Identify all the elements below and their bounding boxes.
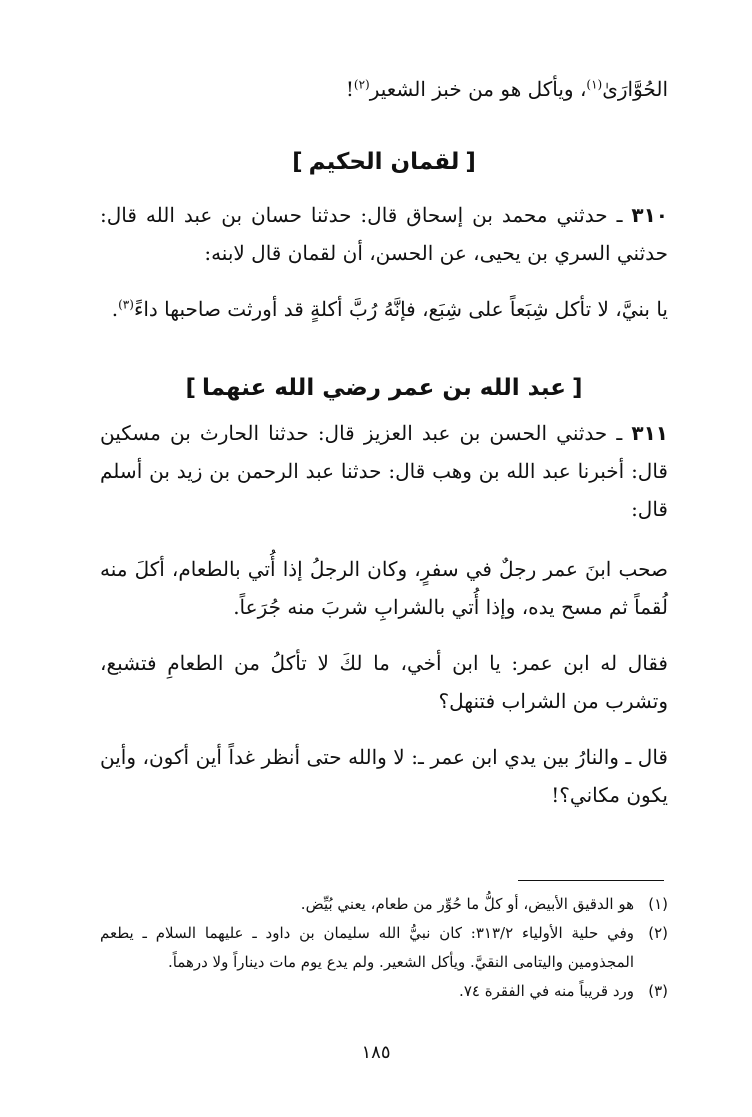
page-number: ١٨٥ bbox=[361, 1042, 391, 1063]
footnote-marker-1[interactable]: (١) bbox=[586, 77, 603, 92]
footnote-1 bbox=[100, 890, 668, 919]
footnote-number: (٣) bbox=[648, 982, 668, 1000]
top-continuation-line bbox=[100, 70, 668, 108]
footnote-number: (١) bbox=[648, 895, 668, 913]
hadith-311-paragraph-3: قال ـ والنارُ بين يدي ابن عمر ـ: لا والله حتى أنظر غداً أين أكون، وأين يكون مكاني؟! bbox=[100, 745, 668, 807]
footnotes bbox=[100, 890, 668, 1006]
text-segment: ! bbox=[345, 77, 354, 101]
hadith-311-isnad bbox=[100, 414, 668, 528]
footnote-text: وفي حلية الأولياء ٣١٣/٢: كان نبيُّ الله سليمان بن داود ـ عليهما السلام ـ يطعم المجذومين واليتامى النقيَّ. ويأكل الشعير. ولم يدع يوم مات ديناراً ولا درهماً. bbox=[100, 924, 635, 971]
section-title: عبد الله بن عمر رضي الله عنهما bbox=[202, 375, 566, 401]
text-segment: ، ويأكل هو من خبز الشعير bbox=[369, 77, 587, 101]
hadith-310-text bbox=[100, 290, 668, 328]
footnote-2 bbox=[100, 919, 668, 977]
bracket-open: [ bbox=[465, 149, 476, 175]
bracket-open: [ bbox=[572, 375, 583, 401]
text-segment: الحُوَّارَىٰ bbox=[602, 77, 668, 101]
hadith-310-isnad bbox=[100, 196, 668, 272]
text-segment: . bbox=[111, 297, 119, 321]
footnote-number: (٢) bbox=[648, 924, 668, 942]
section-title: لقمان الحكيم bbox=[308, 149, 460, 175]
hadith-number: ٣١٠ bbox=[631, 203, 668, 227]
hadith-311-paragraph-2: فقال له ابن عمر: يا ابن أخي، ما لكَ لا تأكلُ من الطعامِ فتشبع، وتشرب من الشراب فتنهل؟ bbox=[100, 651, 668, 713]
hadith-number: ٣١١ bbox=[631, 421, 669, 445]
footnote-marker-2[interactable]: (٢) bbox=[353, 77, 370, 92]
footnote-text: ورد قريباً منه في الفقرة ٧٤. bbox=[459, 982, 634, 1000]
footnote-3 bbox=[100, 977, 668, 1006]
footnote-marker-3[interactable]: (٣) bbox=[118, 297, 134, 312]
hadith-text: يا بنيَّ، لا تأكل شِبَعاً على شِبَع، فإنَّهُ رُبَّ أكلةٍ قد أورثت صاحبها داءً bbox=[133, 297, 668, 321]
page-body bbox=[100, 70, 668, 814]
footnote-divider bbox=[518, 880, 664, 881]
footnote-text: هو الدقيق الأبيض، أو كلُّ ما حُوِّر من طعام، يعني بُيِّض. bbox=[300, 895, 634, 913]
isnad-text: ـ حدثني محمد بن إسحاق قال: حدثنا حسان بن عبد الله قال: حدثني السري بن يحيى، عن الحسن، أن لقمان قال لابنه: bbox=[100, 203, 668, 265]
section-heading-luqman bbox=[100, 142, 668, 182]
bracket-close: ] bbox=[292, 149, 303, 175]
hadith-311-paragraph-1: صحب ابنَ عمر رجلٌ في سفرٍ، وكان الرجلُ إذا أُتي بالطعام، أكلَ منه لُقماً ثم مسح يده، وإذا أُتي بالشرابِ شربَ منه جُرَعاً. bbox=[100, 557, 668, 619]
isnad-text: ـ حدثني الحسن بن عبد العزيز قال: حدثنا الحارث بن مسكين قال: أخبرنا عبد الله بن وهب قال: حدثنا عبد الرحمن بن زيد بن أسلم قال: bbox=[100, 421, 668, 521]
bracket-close: ] bbox=[185, 375, 196, 401]
section-heading-ibn-umar bbox=[100, 368, 668, 408]
